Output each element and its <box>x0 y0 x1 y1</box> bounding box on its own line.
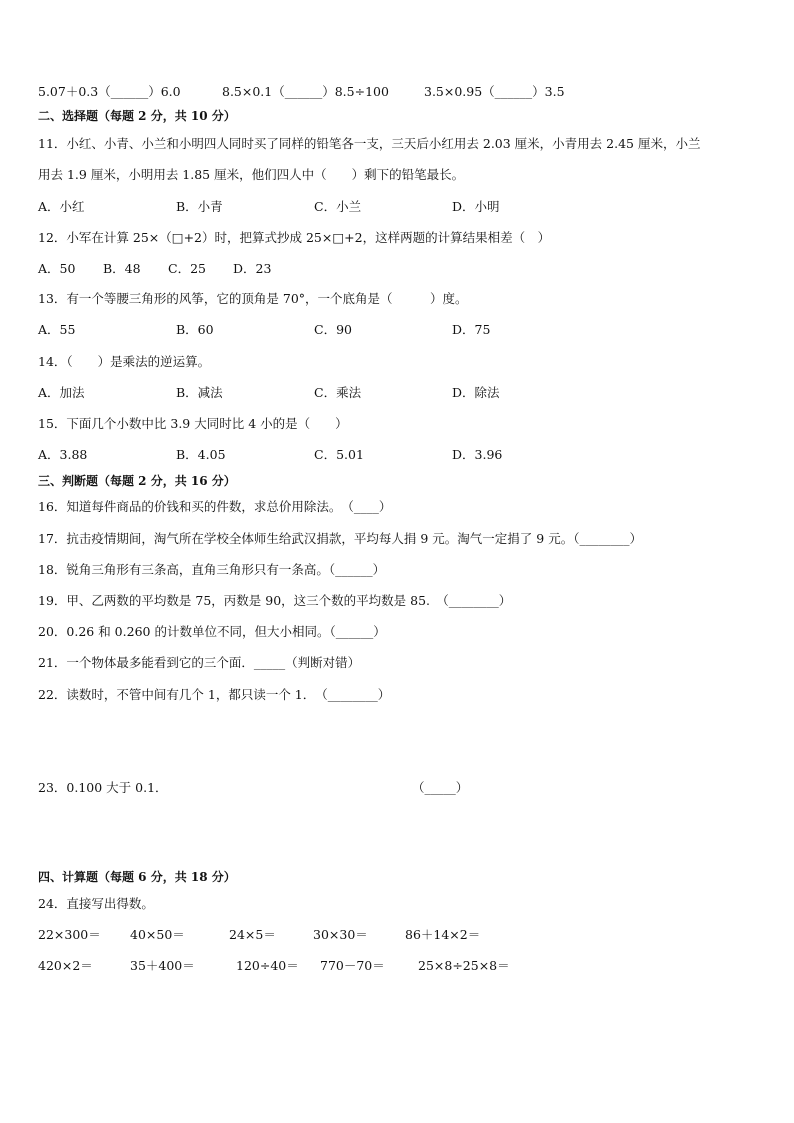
calc-item: 770－70＝ <box>320 958 385 973</box>
judge-item-18: 18．锐角三角形有三条高，直角三角形只有一条高。（______） <box>38 562 386 577</box>
q12-option-b: B．48 <box>103 261 141 276</box>
calc-item: 86＋14×2＝ <box>405 927 481 942</box>
calc-item: 40×50＝ <box>130 927 185 942</box>
q13-option-c: C．90 <box>314 322 352 337</box>
calc-item: 25×8÷25×8＝ <box>418 958 510 973</box>
q12-option-a: A．50 <box>38 261 76 276</box>
q15-text: 15．下面几个小数中比 3.9 大同时比 4 小的是（ ） <box>38 416 348 431</box>
q24-title: 24．直接写出得数。 <box>38 896 154 911</box>
calc-item: 120÷40＝ <box>236 958 299 973</box>
q15-option-c: C．5.01 <box>314 447 364 462</box>
judge-item-16: 16．知道每件商品的价钱和买的件数，求总价用除法。 （____） <box>38 499 392 514</box>
q14-text: 14．（ ）是乘法的逆运算。 <box>38 354 211 369</box>
q11-option-d: D．小明 <box>452 199 500 214</box>
compare-item-2: 8.5×0.1（______）8.5÷100 <box>222 84 389 99</box>
q13-option-d: D．75 <box>452 322 491 337</box>
section-heading-judge: 三、判断题（每题 2 分，共 16 分） <box>38 474 236 488</box>
section-heading-choice: 二、选择题（每题 2 分，共 10 分） <box>38 109 236 123</box>
q14-option-a: A．加法 <box>38 385 85 400</box>
q12-option-c: C．25 <box>168 261 206 276</box>
q12-option-d: D．23 <box>233 261 272 276</box>
calc-item: 420×2＝ <box>38 958 93 973</box>
q11-line2: 用去 1.9 厘米，小明用去 1.85 厘米，他们四人中（ ）剩下的铅笔最长。 <box>38 167 465 182</box>
compare-row <box>38 84 181 100</box>
judge-item-17: 17．抗击疫情期间，淘气所在学校全体师生给武汉捐款，平均每人捐 9 元。淘气一定捐了 9 元。（________） <box>38 531 642 546</box>
q15-option-d: D．3.96 <box>452 447 503 462</box>
judge-item-23: 23．0.100 大于 0.1． <box>38 780 168 795</box>
judge-item-20: 20．0.26 和 0.260 的计数单位不同，但大小相同。（______） <box>38 624 386 639</box>
calc-item: 30×30＝ <box>313 927 368 942</box>
calc-item: 35＋400＝ <box>130 958 195 973</box>
q11-option-c: C．小兰 <box>314 199 362 214</box>
section-heading-calc: 四、计算题（每题 6 分，共 18 分） <box>38 870 236 884</box>
q15-option-b: B．4.05 <box>176 447 226 462</box>
q14-option-c: C．乘法 <box>314 385 362 400</box>
q15-option-a: A．3.88 <box>38 447 88 462</box>
q11-line1: 11．小红、小青、小兰和小明四人同时买了同样的铅笔各一支，三天后小红用去 2.03 厘米，小青用去 2.45 厘米，小兰 <box>38 136 701 151</box>
judge-item-19: 19．甲、乙两数的平均数是 75，丙数是 90，这三个数的平均数是 85. （________） <box>38 593 512 608</box>
judge-item-23-blank: （_____） <box>412 780 469 795</box>
compare-item-3: 3.5×0.95（______）3.5 <box>424 84 565 99</box>
calc-item: 24×5＝ <box>229 927 276 942</box>
q14-option-d: D．除法 <box>452 385 500 400</box>
judge-item-21: 21．一个物体最多能看到它的三个面．_____（判断对错） <box>38 655 361 670</box>
q11-option-b: B．小青 <box>176 199 223 214</box>
calc-item: 22×300＝ <box>38 927 101 942</box>
q13-option-a: A．55 <box>38 322 76 337</box>
q13-option-b: B．60 <box>176 322 214 337</box>
q14-option-b: B．减法 <box>176 385 223 400</box>
compare-item-1: 5.07＋0.3（______）6.0 <box>38 84 181 99</box>
q13-text: 13．有一个等腰三角形的风筝，它的顶角是 70°，一个底角是（ ）度。 <box>38 291 468 306</box>
q11-option-a: A．小红 <box>38 199 85 214</box>
judge-item-22: 22．读数时，不管中间有几个 1，都只读一个 1． （________） <box>38 687 391 702</box>
q12-text: 12．小军在计算 25×（□+2）时，把算式抄成 25×□+2，这样两题的计算结果相差（ ） <box>38 230 551 245</box>
